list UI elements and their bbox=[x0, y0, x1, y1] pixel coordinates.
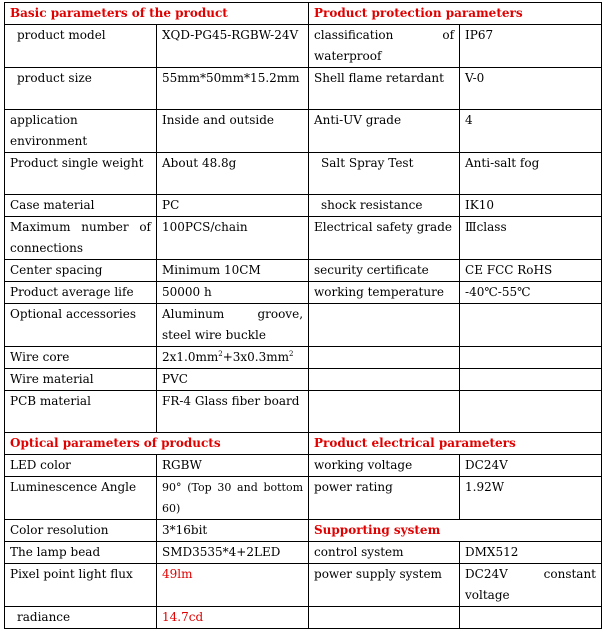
wire-core-sup-b: 2 bbox=[289, 350, 294, 358]
control-system-value: DMX512 bbox=[460, 542, 602, 564]
table-row bbox=[5, 110, 602, 153]
table-row bbox=[5, 68, 602, 110]
single-weight-label: Product single weight bbox=[5, 153, 157, 195]
wire-core-value-a: 2x1.0mm bbox=[162, 350, 219, 364]
table-row bbox=[5, 369, 602, 391]
empty-cell bbox=[309, 304, 460, 347]
optional-accessories-value: Aluminum groove, steel wire buckle bbox=[157, 304, 309, 347]
pcb-material-value: FR-4 Glass fiber board bbox=[157, 391, 309, 433]
anti-uv-value: 4 bbox=[460, 110, 602, 153]
table-row bbox=[5, 3, 602, 25]
table-row bbox=[5, 564, 602, 607]
basic-section-header: Basic parameters of the product bbox=[5, 3, 309, 25]
product-size-value: 55mm*50mm*15.2mm bbox=[157, 68, 309, 110]
empty-cell bbox=[309, 391, 460, 433]
table-row bbox=[5, 433, 602, 455]
waterproof-label: classification of waterproof bbox=[309, 25, 460, 68]
empty-cell bbox=[309, 607, 460, 629]
electrical-section-header: Product electrical parameters bbox=[309, 433, 602, 455]
led-color-label: LED color bbox=[5, 455, 157, 477]
radiance-label: radiance bbox=[5, 607, 157, 629]
empty-cell bbox=[309, 347, 460, 369]
luminescence-angle-label: Luminescence Angle bbox=[5, 477, 157, 520]
working-voltage-label: working voltage bbox=[309, 455, 460, 477]
lamp-bead-label: The lamp bead bbox=[5, 542, 157, 564]
wire-material-label: Wire material bbox=[5, 369, 157, 391]
led-color-value: RGBW bbox=[157, 455, 309, 477]
average-life-label: Product average life bbox=[5, 282, 157, 304]
table-row bbox=[5, 304, 602, 347]
table-row bbox=[5, 477, 602, 520]
empty-cell bbox=[460, 304, 602, 347]
empty-cell bbox=[460, 347, 602, 369]
empty-cell bbox=[309, 369, 460, 391]
table-row bbox=[5, 607, 602, 629]
table-row bbox=[5, 542, 602, 564]
max-connections-value: 100PCS/chain bbox=[157, 217, 309, 260]
product-model-value: XQD-PG45-RGBW-24V bbox=[157, 25, 309, 68]
spec-table bbox=[4, 2, 602, 629]
average-life-value: 50000 h bbox=[157, 282, 309, 304]
security-certificate-value: CE FCC RoHS bbox=[460, 260, 602, 282]
empty-cell bbox=[460, 391, 602, 433]
table-row bbox=[5, 455, 602, 477]
color-resolution-value: 3*16bit bbox=[157, 520, 309, 542]
wire-core-value-b: +3x0.3mm bbox=[222, 350, 290, 364]
shock-resistance-label: shock resistance bbox=[309, 195, 460, 217]
radiance-value: 14.7cd bbox=[157, 607, 309, 629]
empty-cell bbox=[460, 369, 602, 391]
table-row bbox=[5, 260, 602, 282]
table-row bbox=[5, 195, 602, 217]
table-row bbox=[5, 25, 602, 68]
wire-core-sup-a: 2 bbox=[218, 350, 223, 358]
single-weight-value: About 48.8g bbox=[157, 153, 309, 195]
table-row bbox=[5, 520, 602, 542]
lamp-bead-value: SMD3535*4+2LED bbox=[157, 542, 309, 564]
wire-material-value: PVC bbox=[157, 369, 309, 391]
max-connections-label: Maximum number of connections bbox=[5, 217, 157, 260]
power-rating-label: power rating bbox=[309, 477, 460, 520]
empty-cell bbox=[460, 607, 602, 629]
center-spacing-label: Center spacing bbox=[5, 260, 157, 282]
product-size-label: product size bbox=[5, 68, 157, 110]
product-model-label: product model bbox=[5, 25, 157, 68]
table-row bbox=[5, 217, 602, 260]
power-rating-value: 1.92W bbox=[460, 477, 602, 520]
color-resolution-label: Color resolution bbox=[5, 520, 157, 542]
control-system-label: control system bbox=[309, 542, 460, 564]
salt-spray-value: Anti-salt fog bbox=[460, 153, 602, 195]
anti-uv-label: Anti-UV grade bbox=[309, 110, 460, 153]
wire-core-value bbox=[157, 347, 309, 369]
application-environment-label: application environment bbox=[5, 110, 157, 153]
flame-retardant-label: Shell flame retardant bbox=[309, 68, 460, 110]
working-voltage-value: DC24V bbox=[460, 455, 602, 477]
table-row bbox=[5, 153, 602, 195]
pcb-material-label: PCB material bbox=[5, 391, 157, 433]
application-environment-value: Inside and outside bbox=[157, 110, 309, 153]
wire-core-label: Wire core bbox=[5, 347, 157, 369]
waterproof-value: IP67 bbox=[460, 25, 602, 68]
electrical-safety-value: Ⅲclass bbox=[460, 217, 602, 260]
working-temperature-label: working temperature bbox=[309, 282, 460, 304]
optical-section-header: Optical parameters of products bbox=[5, 433, 309, 455]
case-material-value: PC bbox=[157, 195, 309, 217]
working-temperature-value: -40℃-55℃ bbox=[460, 282, 602, 304]
supporting-section-header: Supporting system bbox=[309, 520, 602, 542]
power-supply-label: power supply system bbox=[309, 564, 460, 607]
luminescence-angle-value: 90° (Top 30 and bottom 60) bbox=[157, 477, 309, 520]
table-row bbox=[5, 347, 602, 369]
flame-retardant-value: V-0 bbox=[460, 68, 602, 110]
case-material-label: Case material bbox=[5, 195, 157, 217]
security-certificate-label: security certificate bbox=[309, 260, 460, 282]
salt-spray-label: Salt Spray Test bbox=[309, 153, 460, 195]
table-row bbox=[5, 391, 602, 433]
light-flux-value: 49lm bbox=[157, 564, 309, 607]
center-spacing-value: Minimum 10CM bbox=[157, 260, 309, 282]
optional-accessories-label: Optional accessories bbox=[5, 304, 157, 347]
table-row bbox=[5, 282, 602, 304]
protection-section-header: Product protection parameters bbox=[309, 3, 602, 25]
power-supply-value: DC24V constant voltage bbox=[460, 564, 602, 607]
electrical-safety-label: Electrical safety grade bbox=[309, 217, 460, 260]
light-flux-label: Pixel point light flux bbox=[5, 564, 157, 607]
shock-resistance-value: IK10 bbox=[460, 195, 602, 217]
